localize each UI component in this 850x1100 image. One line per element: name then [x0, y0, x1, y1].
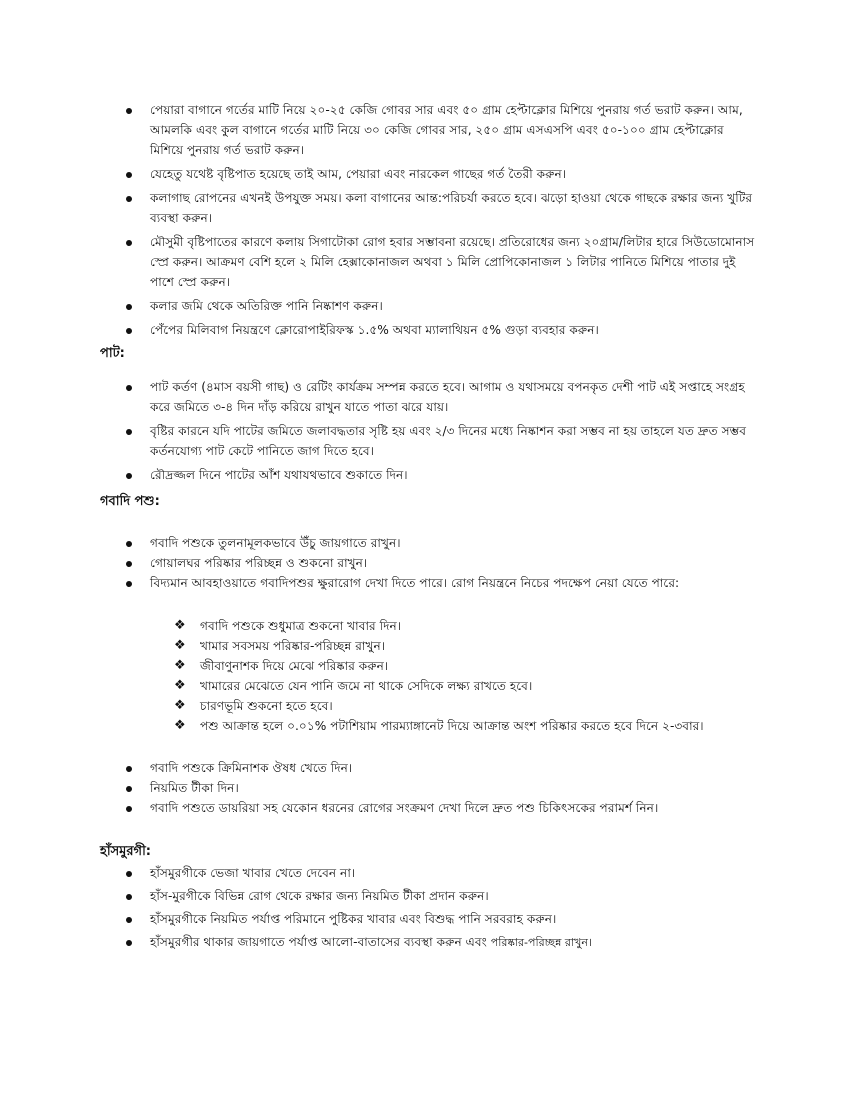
livestock-heading: গবাদি পশু:: [100, 494, 160, 509]
diamond-bullet-icon: ❖: [174, 678, 186, 693]
bullet-icon: [126, 429, 132, 435]
list-item: [0, 377, 850, 417]
list-item: [0, 465, 850, 485]
bullet-icon: [126, 561, 132, 567]
list-item: [0, 758, 850, 778]
poultry-section: [0, 863, 850, 956]
bullet-icon: [126, 304, 132, 310]
sub-list-item-text: জীবাণুনাশক দিয়ে মেঝে পরিষ্কার করুন।: [200, 659, 389, 673]
diamond-bullet-icon: ❖: [174, 618, 186, 633]
jute-heading: পাট:: [100, 346, 125, 361]
bullet-icon: [126, 328, 132, 334]
livestock-subsection: [0, 616, 850, 736]
list-item: [0, 798, 850, 818]
bullet-icon: [126, 917, 132, 923]
list-item: [0, 296, 850, 316]
fruit-section: [0, 100, 850, 344]
sub-list-item-text: খামারের মেঝেতে যেন পানি জমে না থাকে সেদিকে লক্ষ্য রাখতে হবে।: [200, 679, 533, 693]
bullet-icon: [126, 240, 132, 246]
list-item-text: গবাদি পশুকে তুলনামূলকভাবে উঁচু জায়গাতে রাখুন।: [150, 536, 401, 550]
sub-list-item-text: পশু আক্রান্ত হলে ০.০১% পটাশিয়াম পারম্যাঙ্গানেট দিয়ে আক্রান্ত অংশ পরিষ্কার করতে হবে দিনে ২-৩বার।: [200, 719, 704, 733]
list-item: [0, 863, 850, 883]
list-item-text-tail: পরিষ্কার-পরিচ্ছন্ন রাখুন।: [490, 936, 592, 949]
list-item: [0, 232, 850, 292]
sub-list-item: [0, 616, 850, 636]
sub-list-item: [0, 676, 850, 696]
list-item-text: পাট কর্তণ (৪মাস বয়সী গাছ) ও রেটিং কার্যক্রম সম্পন্ন করতে হবে। আগাম ও যথাসময়ে বপনকৃত দেশী পাট এই সপ্তাহে সংগ্রহ করে জমিতে ৩-৪ দিন দাঁড় করিয়ে রাখুন যাতে পাতা ঝরে যায়।: [150, 380, 745, 414]
bullet-icon: [126, 581, 132, 587]
livestock-section-bottom: [0, 758, 850, 818]
list-item: [0, 188, 850, 228]
diamond-bullet-icon: ❖: [174, 658, 186, 673]
sub-list-item-text: গবাদি পশুকে শুধুমাত্র শুকনো খাবার দিন।: [200, 619, 402, 633]
list-item-text: হাঁসমুরগীকে নিয়মিত পর্যাপ্ত পরিমানে পুষ্টিকর খাবার এবং বিশুদ্ধ পানি সরবরাহ করুন।: [150, 912, 557, 926]
list-item-text: বিদ্যমান আবহাওয়াতে গবাদিপশুর ক্ষুরারোগ দেখা দিতে পারে। রোগ নিয়ন্ত্রনে নিচের পদক্ষেপ নেয়া যেতে পারে:: [150, 576, 680, 590]
diamond-bullet-icon: ❖: [174, 638, 186, 653]
bullet-icon: [126, 894, 132, 900]
sub-list-item: [0, 696, 850, 716]
list-item-text: কলার জমি থেকে অতিরিক্ত পানি নিষ্কাশণ করুন।: [150, 299, 383, 313]
diamond-bullet-icon: ❖: [174, 698, 186, 713]
list-item: [0, 164, 850, 184]
list-item: [0, 886, 850, 906]
bullet-icon: [126, 871, 132, 877]
list-item-text: বৃষ্টির কারনে যদি পাটের জমিতে জলাবদ্ধতার সৃষ্টি হয় এবং ২/৩ দিনের মধ্যে নিষ্কাশন করা সম্ভব না হয় তাহলে যত দ্রুত সম্ভব কর্তনযোগ্য পাট কেটে পানিতে জাগ দিতে হবে।: [150, 424, 747, 458]
poultry-list: [0, 863, 850, 953]
list-item: [0, 573, 850, 593]
list-item: [0, 909, 850, 929]
list-item-text: নিয়মিত টীকা দিন।: [150, 781, 239, 795]
bullet-icon: [126, 196, 132, 202]
bullet-icon: [126, 940, 132, 946]
jute-section: [0, 377, 850, 489]
list-item-text: পেয়ারা বাগানে গর্তের মাটি নিয়ে ২০-২৫ কেজি গোবর সার এবং ৫০ গ্রাম হেপ্টাক্লোর মিশিয়ে পুনরায় গর্ত ভরাট করুন। আম, আমলকি এবং কুল বাগানে গর্তের মাটি নিয়ে ৩০ কেজি গোবর সার, ২৫০ গ্রাম এসএসপি এবং ৫০-১০০ গ্রাম হেপ্টাক্লোর মিশিয়ে পুনরায় গর্ত ভরাট করুন।: [150, 103, 743, 157]
list-item-text: গবাদি পশুকে ক্রিমিনাশক ঔষধ খেতে দিন।: [150, 761, 353, 775]
list-item-text: হাঁস-মুরগীকে বিভিন্ন রোগ থেকে রক্ষার জন্য নিয়মিত টীকা প্রদান করুন।: [150, 889, 489, 903]
list-item: [0, 421, 850, 461]
list-item: [0, 100, 850, 160]
bullet-icon: [126, 541, 132, 547]
sub-list-item-text: চারণভূমি শুকনো হতে হবে।: [200, 699, 333, 713]
list-item-text: হাঁসমুরগীকে ভেজা খাবার খেতে দেবেন না।: [150, 866, 356, 880]
list-item-text: গোয়ালঘর পরিষ্কার পরিচ্ছন্ন ও শুকনো রাখুন।: [150, 556, 368, 570]
list-item-text: মৌসুমী বৃষ্টিপাতের কারণে কলায় সিগাটোকা রোগ হবার সম্ভাবনা রয়েছে। প্রতিরোধের জন্য ২০গ্রাম/লিটার হারে সিউডোমোনাস স্প্রে করুন। আক্রমণ বেশি হলে ২ মিলি হেক্সাকোনাজল অথবা ১ মিলি প্রোপিকোনাজল ১ লিটার পানিতে মিশিয়ে পাতার দুই পাশে স্প্রে করুন।: [150, 235, 755, 289]
livestock-sublist: [0, 616, 850, 736]
livestock-section-top: [0, 533, 850, 593]
bullet-icon: [126, 172, 132, 178]
fruit-list: [0, 100, 850, 340]
list-item: [0, 553, 850, 573]
diamond-bullet-icon: ❖: [174, 718, 186, 733]
list-item-text: পেঁপের মিলিবাগ নিয়ন্ত্রণে ক্লোরোপাইরিফস্ক ১.৫% অথবা ম্যালাথিয়ন ৫% গুড়া ব্যবহার করুন।: [150, 323, 599, 337]
list-item: [0, 778, 850, 798]
sub-list-item-text: খামার সবসময় পরিষ্কার-পরিচ্ছন্ন রাখুন।: [200, 639, 386, 653]
bullet-icon: [126, 108, 132, 114]
list-item-text: হাঁসমুরগীর থাকার জায়গাতে পর্যাপ্ত আলো-বাতাসের ব্যবস্থা করুন এবং: [150, 935, 491, 949]
list-item-text: গবাদি পশুতে ডায়রিয়া সহ যেকোন ধরনের রোগের সংক্রমণ দেখা দিলে দ্রুত পশু চিকিৎসকের পরামর্শ নিন।: [150, 801, 659, 815]
jute-list: [0, 377, 850, 485]
list-item-text: রৌদ্রজ্জল দিনে পাটের আঁশ যথাযথভাবে শুকাতে দিন।: [150, 468, 408, 482]
livestock-list-top: [0, 533, 850, 593]
bullet-icon: [126, 766, 132, 772]
bullet-icon: [126, 786, 132, 792]
livestock-list-bottom: [0, 758, 850, 818]
sub-list-item: [0, 656, 850, 676]
bullet-icon: [126, 385, 132, 391]
list-item-text: কলাগাছ রোপনের এখনই উপযুক্ত সময়। কলা বাগানের আন্ত:পরিচর্যা করতে হবে। ঝড়ো হাওয়া থেকে গাছকে রক্ষার জন্য খুটির ব্যবস্থা করুন।: [150, 191, 753, 225]
list-item: [0, 533, 850, 553]
list-item: [0, 932, 850, 953]
list-item: [0, 320, 850, 340]
poultry-heading: হাঁসমুরগী:: [100, 844, 151, 859]
sub-list-item: [0, 636, 850, 656]
bullet-icon: [126, 806, 132, 812]
bullet-icon: [126, 473, 132, 479]
sub-list-item: [0, 716, 850, 736]
list-item-text: যেহেতু যথেষ্ট বৃষ্টিপাত হয়েছে তাই আম, পেয়ারা এবং নারকেল গাছের গর্ত তৈরী করুন।: [150, 167, 567, 181]
